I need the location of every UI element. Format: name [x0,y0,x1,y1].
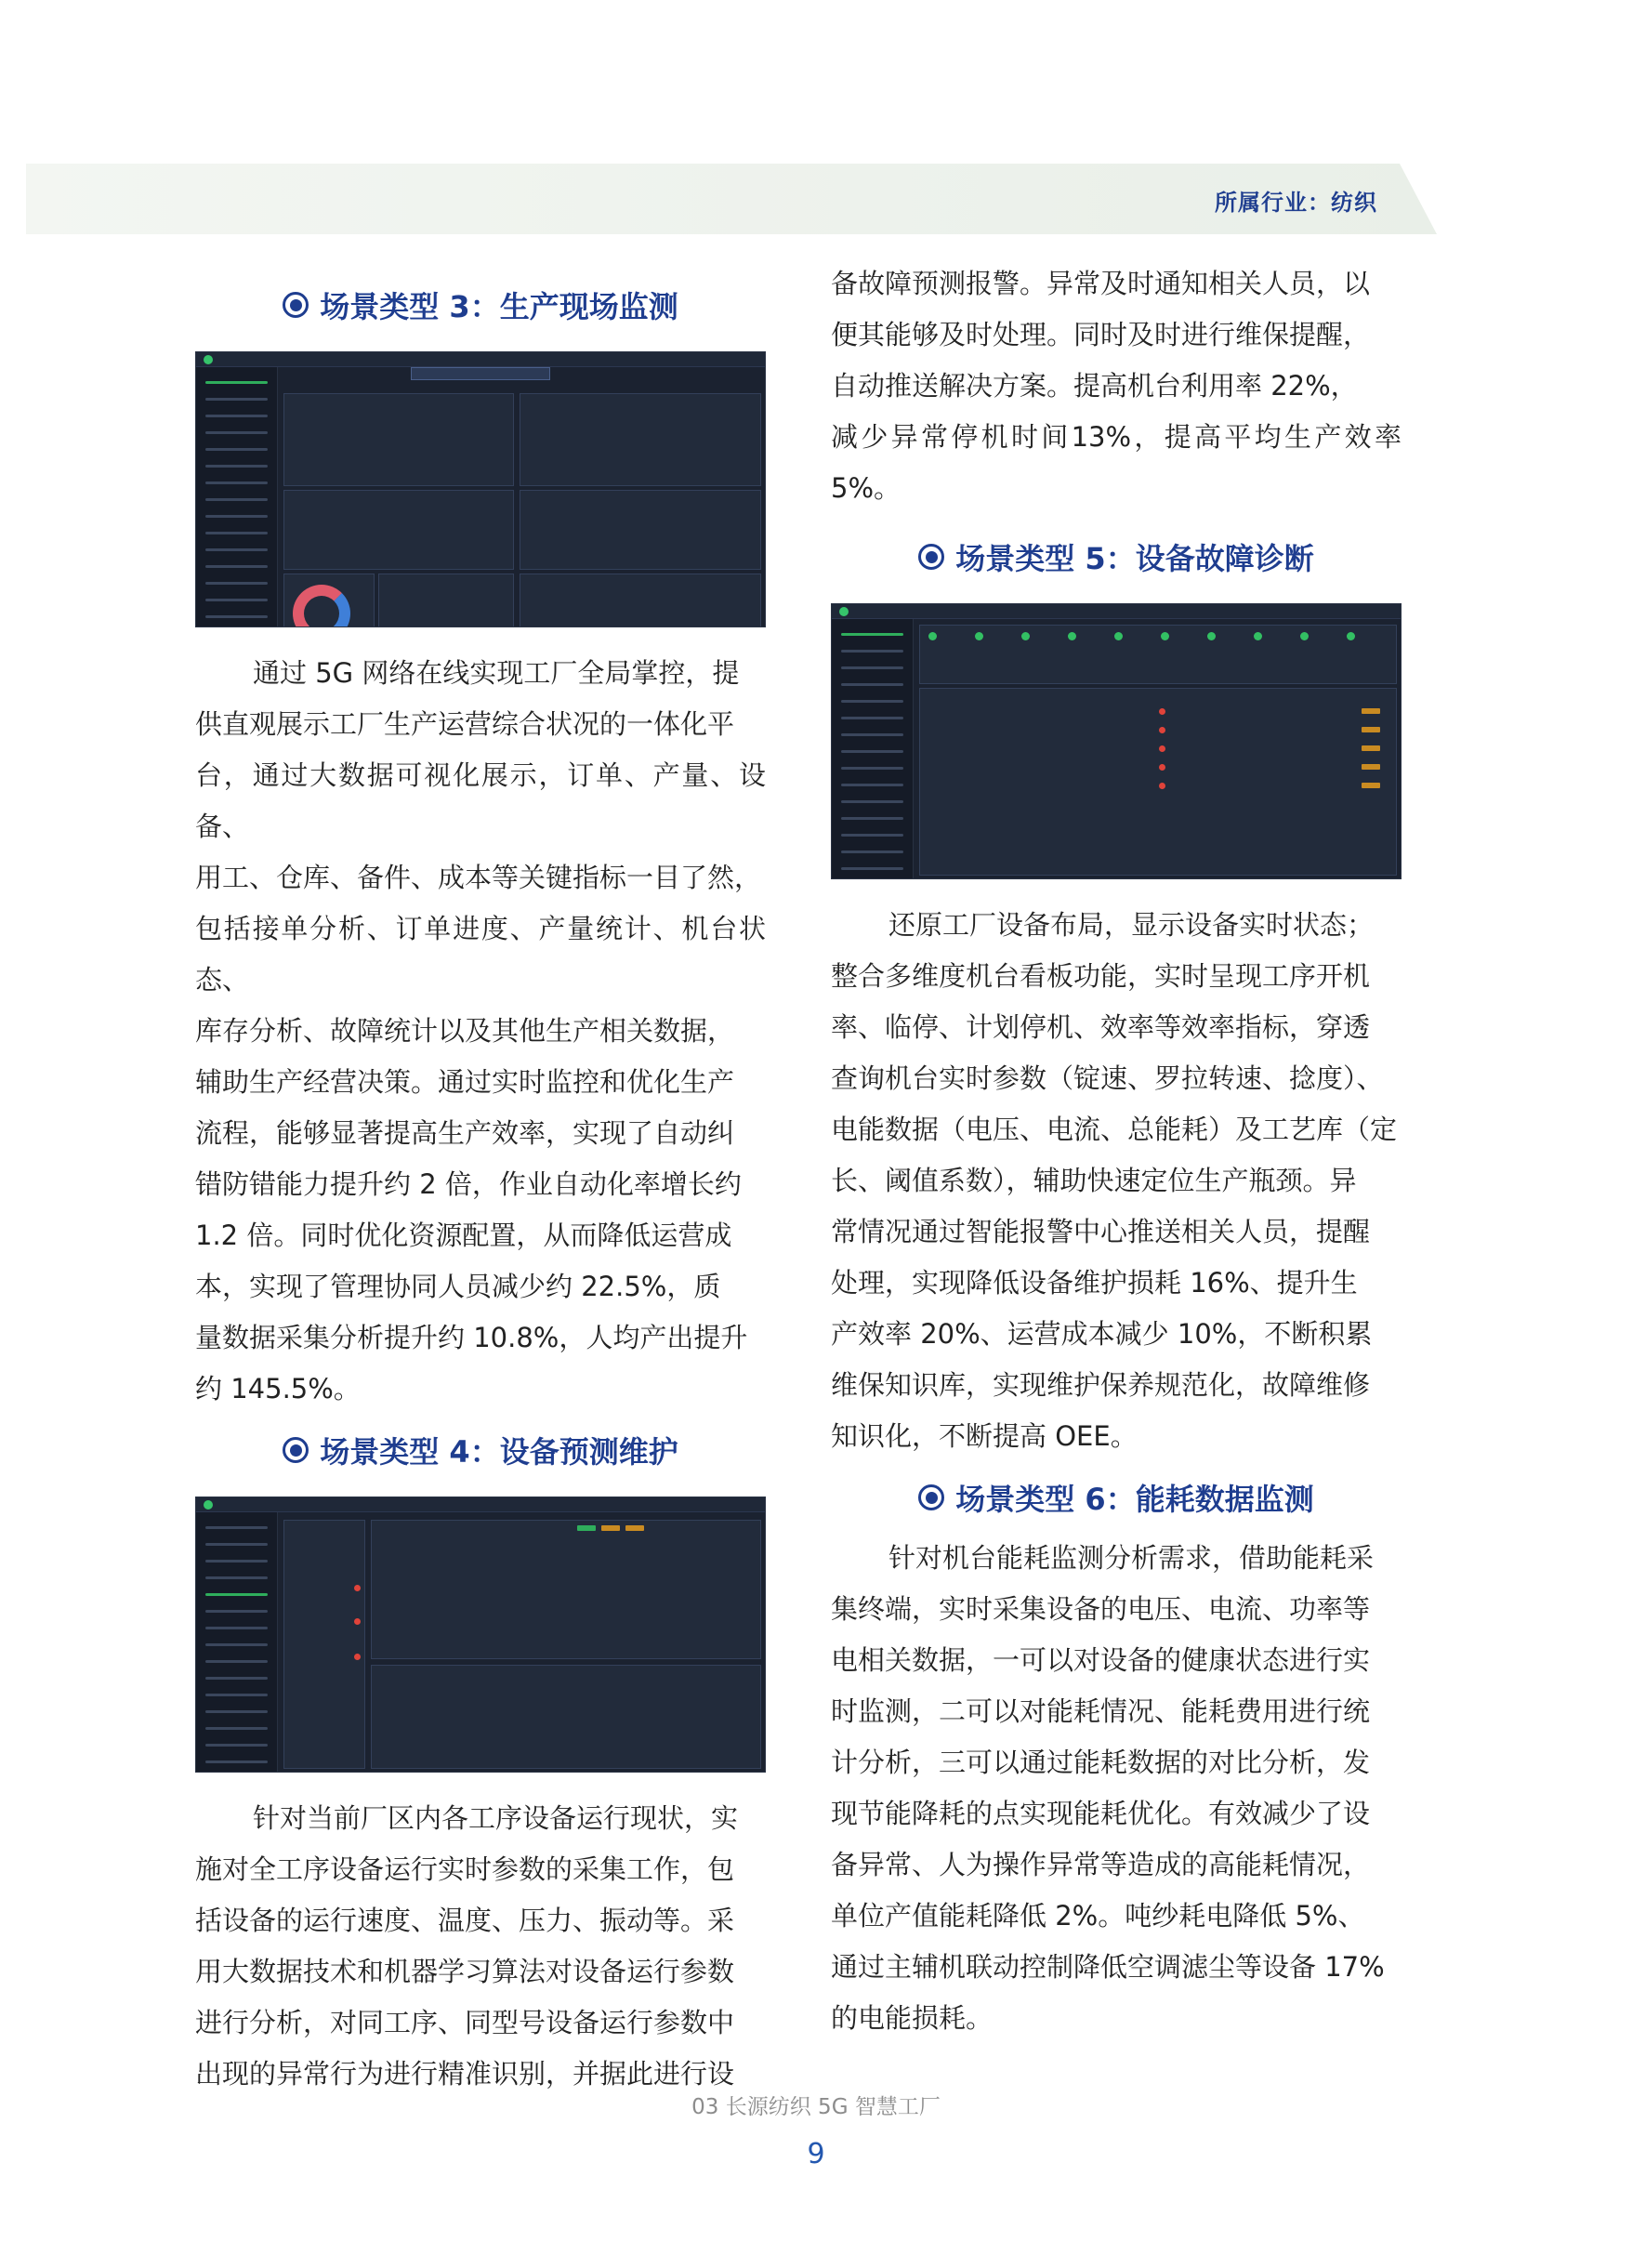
section-title-4: 场景类型 4：设备预测维护 [320,1434,678,1470]
section-heading-4 [195,1424,766,1476]
right-column [831,258,1402,2044]
bullet-circle-icon [283,1437,309,1463]
left-column [195,279,766,2100]
industry-label: 所属行业：纺织 [1215,190,1377,216]
footer-title: 03 长源纺织 5G 智慧工厂 [691,2095,941,2119]
bullet-circle-icon [283,292,309,318]
screenshot-production-dashboard [195,351,766,627]
section-heading-3 [195,279,766,331]
paragraph-scene-4-continued: 备故障预测报警。异常及时通知相关人员，以 便其能够及时处理。同时及时进行维保提醒， 自动推送解决方案。提高机台利用率 22%， 减少异常停机时间13%，提高平均生产效率5%。 [831,268,1402,504]
section-title-3: 场景类型 3：生产现场监测 [320,289,678,324]
paragraph-scene-6: 针对机台能耗监测分析需求，借助能耗采 集终端，实时采集设备的电压、电流、功率等 电相关数据，一可以对设备的健康状态进行实 时监测，二可以对能耗情况、能耗费用进行统 计分析，三可以通过能耗数据的对比分析，发 现节能降耗的点实现能耗优化。有效减少了设 备异常、人为操作异常等造成的高能耗情况， 单位产值能耗降低 2%。吨纱耗电降低 5%、 通过主辅机联动控制降低空调滤尘等设备 17% 的电能损耗。 [831,1542,1385,2034]
section-heading-6 [831,1471,1402,1523]
paragraph-scene-5: 还原工厂设备布局，显示设备实时状态； 整合多维度机台看板功能，实时呈现工序开机 率、临停、计划停机、效率等效率指标，穿透 查询机台实时参数（锭速、罗拉转速、捻度）、 电能数据（电压、电流、总能耗）及工艺库（定 长、阈值系数），辅助快速定位生产瓶颈。异 常情况通过智能报警中心推送相关人员，提醒 处理，实现降低设备维护损耗 16%、提升生 产效率 20%、运营成本减少 10%，不断积累 维保知识库，实现维护保养规范化，故障维修 知识化，不断提高 OEE。 [831,909,1398,1452]
section-title-5: 场景类型 5：设备故障诊断 [955,541,1314,576]
bullet-circle-icon [918,1484,944,1510]
screenshot-fault-diagnosis [831,603,1402,879]
section-heading-5 [831,531,1402,583]
paragraph-scene-3: 通过 5G 网络在线实现工厂全局掌控，提 供直观展示工厂生产运营综合状况的一体化平 台，通过大数据可视化展示，订单、产量、设备、 用工、仓库、备件、成本等关键指标一目了然， 包括接单分析、订单进度、产量统计、机台状态、 库存分析、故障统计以及其他生产相关数据， 辅助生产经营决策。通过实时监控和优化生产 流程，能够显著提高生产效率，实现了自动纠 错防错能力提升约 2 倍，作业自动化率增长约 1.2 倍。同时优化资源配置，从而降低运营成 本，实现了管理协同人员减少约 22.5%，质 量数据采集分析提升约 10.8%，人均产出提升 约 145.5%。 [195,657,766,1404]
page-number: 9 [807,2138,825,2170]
screenshot-predictive-maintenance [195,1497,766,1773]
bullet-circle-icon [918,544,944,570]
paragraph-scene-4: 针对当前厂区内各工序设备运行现状，实 施对全工序设备运行实时参数的采集工作，包 括设备的运行速度、温度、压力、振动等。采 用大数据技术和机器学习算法对设备运行参数 进行分析，对同工序、同型号设备运行参数中 出现的异常行为进行精准识别，并据此进行设 [195,1802,739,2090]
section-title-6: 场景类型 6：能耗数据监测 [955,1482,1314,1517]
